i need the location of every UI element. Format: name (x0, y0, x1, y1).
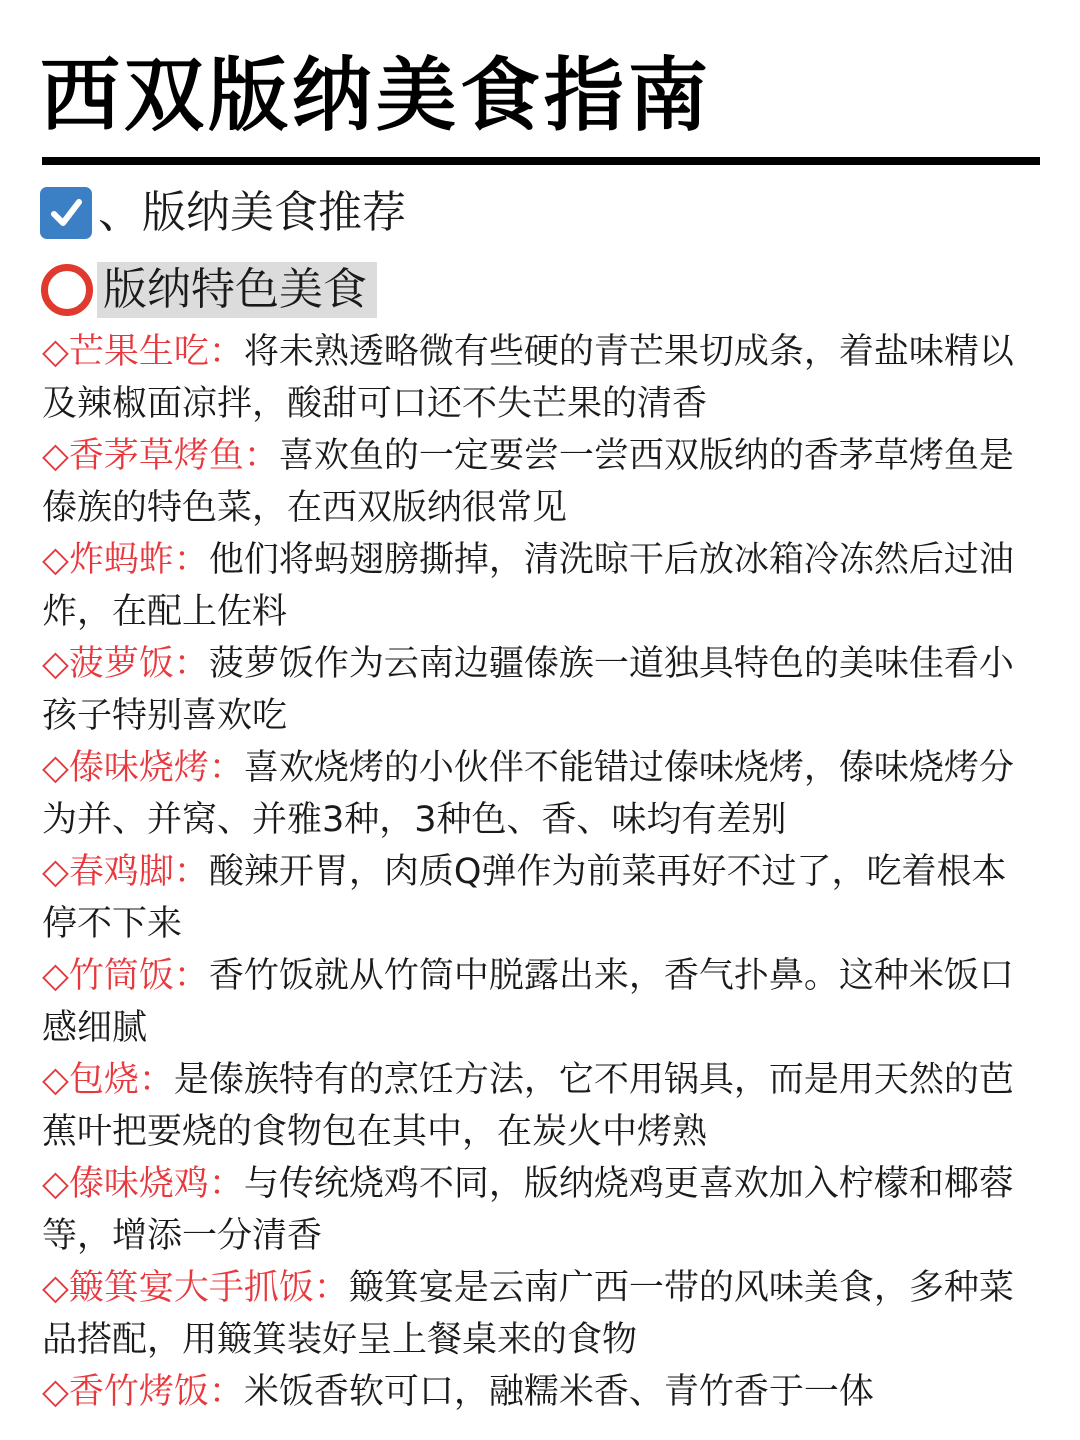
food-list (42, 326, 1032, 1418)
food-name: ◇香茅草烤鱼： (42, 436, 279, 476)
subsection-heading (40, 262, 377, 318)
food-name: ◇春鸡脚： (42, 852, 209, 892)
list-item (42, 1262, 1032, 1366)
food-description: 喜欢烧烤的小伙伴不能错过傣味烧烤，傣味烧烤分为并、并窝、并雅3种，3种色、香、味均有差别 (42, 748, 1014, 840)
food-name: ◇傣味烧烤： (42, 748, 244, 788)
red-circle-icon (41, 264, 93, 316)
list-item (42, 846, 1032, 950)
list-item (42, 1054, 1032, 1158)
food-description: 与传统烧鸡不同，版纳烧鸡更喜欢加入柠檬和椰蓉等，增添一分清香 (42, 1164, 1014, 1256)
list-item (42, 430, 1032, 534)
food-name: ◇炸蚂蚱： (42, 540, 209, 580)
food-name: ◇包烧： (42, 1060, 174, 1100)
food-name: ◇芒果生吃： (42, 332, 244, 372)
page-title: 西双版纳美食指南 (40, 49, 712, 142)
check-box-icon (40, 187, 92, 239)
food-description: 酸辣开胃，肉质Q弹作为前菜再好不过了，吃着根本停不下来 (42, 852, 1007, 944)
list-item (42, 534, 1032, 638)
list-item (42, 638, 1032, 742)
food-description: 是傣族特有的烹饪方法，它不用锅具，而是用天然的芭蕉叶把要烧的食物包在其中，在炭火中烤熟 (42, 1060, 1014, 1152)
list-item (42, 950, 1032, 1054)
food-description: 香竹饭就从竹筒中脱露出来，香气扑鼻。这种米饭口感细腻 (42, 956, 1014, 1048)
food-name: ◇竹筒饭： (42, 956, 209, 996)
food-description: 米饭香软可口，融糯米香、青竹香于一体 (243, 1372, 874, 1412)
list-item (42, 742, 1032, 846)
food-description: 将未熟透略微有些硬的青芒果切成条，着盐味精以及辣椒面凉拌，酸甜可口还不失芒果的清香 (42, 332, 1014, 424)
food-description: 簸箕宴是云南广西一带的风味美食，多种菜品搭配，用簸箕装好呈上餐桌来的食物 (42, 1268, 1014, 1360)
section-heading-text: 、版纳美食推荐 (98, 187, 406, 238)
food-description: 他们将蚂翅膀撕掉，清洗晾干后放冰箱冷冻然后过油炸，在配上佐料 (42, 540, 1014, 632)
list-item (42, 1158, 1032, 1262)
food-name: ◇菠萝饭： (42, 644, 209, 684)
section-heading (40, 183, 406, 243)
title-divider (42, 157, 1040, 165)
list-item (42, 326, 1032, 430)
food-name: ◇香竹烤饭： (42, 1372, 244, 1412)
list-item (42, 1366, 1032, 1418)
subsection-label: 版纳特色美食 (97, 262, 377, 318)
food-description: 菠萝饭作为云南边疆傣族一道独具特色的美味佳看小孩子特别喜欢吃 (42, 644, 1014, 736)
food-description: 喜欢鱼的一定要尝一尝西双版纳的香茅草烤鱼是傣族的特色菜，在西双版纳很常见 (42, 436, 1014, 528)
food-name: ◇傣味烧鸡： (42, 1164, 244, 1204)
food-name: ◇簸箕宴大手抓饭： (42, 1268, 349, 1308)
